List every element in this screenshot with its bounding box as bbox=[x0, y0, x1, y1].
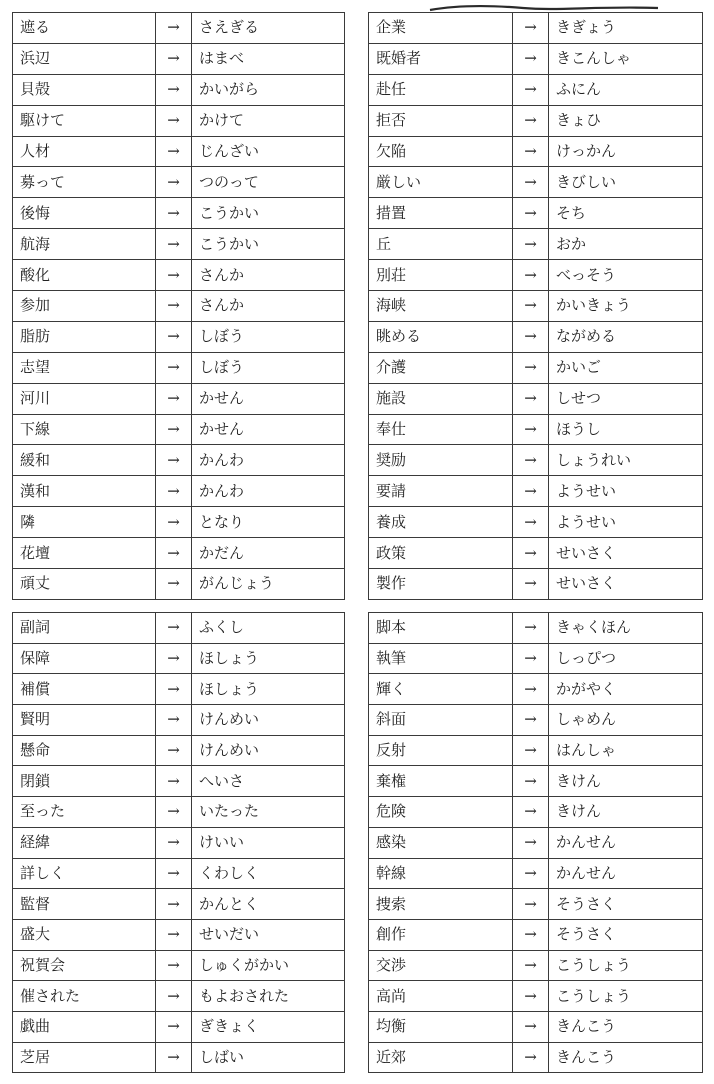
arrow-cell: → bbox=[156, 321, 192, 352]
vocab-row bbox=[369, 1042, 703, 1073]
kanji-cell: 隣 bbox=[13, 507, 156, 538]
kanji-cell: 欠陥 bbox=[369, 136, 513, 167]
arrow-cell: → bbox=[156, 1011, 192, 1042]
reading-cell: せいさく bbox=[549, 569, 703, 600]
kanji-cell: 介護 bbox=[369, 352, 513, 383]
arrow-cell: → bbox=[156, 260, 192, 291]
vocab-row bbox=[369, 476, 703, 507]
arrow-cell: → bbox=[156, 613, 192, 644]
kanji-cell: 海峡 bbox=[369, 291, 513, 322]
kanji-cell: 花壇 bbox=[13, 538, 156, 569]
vocab-row bbox=[13, 291, 345, 322]
vocab-row bbox=[13, 260, 345, 291]
vocab-row bbox=[13, 705, 345, 736]
kanji-cell: 近郊 bbox=[369, 1042, 513, 1073]
vocab-row bbox=[13, 674, 345, 705]
arrow-cell: → bbox=[156, 352, 192, 383]
arrow-cell: → bbox=[156, 1042, 192, 1073]
kanji-cell: 志望 bbox=[13, 352, 156, 383]
reading-cell: けんめい bbox=[192, 705, 345, 736]
kanji-cell: 駆けて bbox=[13, 105, 156, 136]
kanji-cell: 募って bbox=[13, 167, 156, 198]
kanji-cell: 眺める bbox=[369, 321, 513, 352]
vocab-row bbox=[369, 260, 703, 291]
kanji-cell: 監督 bbox=[13, 889, 156, 920]
kanji-cell: 執筆 bbox=[369, 643, 513, 674]
arrow-cell: → bbox=[513, 981, 549, 1012]
arrow-cell: → bbox=[513, 1011, 549, 1042]
kanji-cell: 斜面 bbox=[369, 705, 513, 736]
reading-cell: けんめい bbox=[192, 735, 345, 766]
arrow-cell: → bbox=[513, 735, 549, 766]
kanji-cell: 棄権 bbox=[369, 766, 513, 797]
vocab-row bbox=[369, 105, 703, 136]
arrow-cell: → bbox=[156, 858, 192, 889]
reading-cell: かけて bbox=[192, 105, 345, 136]
arrow-cell: → bbox=[513, 507, 549, 538]
reading-cell: さんか bbox=[192, 260, 345, 291]
vocab-row bbox=[13, 827, 345, 858]
vocab-row bbox=[13, 198, 345, 229]
reading-cell: そち bbox=[549, 198, 703, 229]
kanji-cell: 補償 bbox=[13, 674, 156, 705]
kanji-cell: 保障 bbox=[13, 643, 156, 674]
reading-cell: かんわ bbox=[192, 445, 345, 476]
kanji-cell: 奨励 bbox=[369, 445, 513, 476]
reading-cell: ふくし bbox=[192, 613, 345, 644]
reading-cell: けっかん bbox=[549, 136, 703, 167]
arrow-cell: → bbox=[156, 229, 192, 260]
kanji-cell: 拒否 bbox=[369, 105, 513, 136]
vocab-row bbox=[13, 889, 345, 920]
arrow-cell: → bbox=[513, 538, 549, 569]
vocab-row bbox=[369, 43, 703, 74]
arrow-cell: → bbox=[513, 919, 549, 950]
vocab-row bbox=[13, 13, 345, 44]
kanji-cell: 詳しく bbox=[13, 858, 156, 889]
arrow-cell: → bbox=[156, 919, 192, 950]
vocab-row bbox=[369, 827, 703, 858]
kanji-cell: 施設 bbox=[369, 383, 513, 414]
arrow-cell: → bbox=[156, 674, 192, 705]
reading-cell: かがやく bbox=[549, 674, 703, 705]
vocab-row bbox=[13, 105, 345, 136]
reading-cell: つのって bbox=[192, 167, 345, 198]
kanji-cell: 閉鎖 bbox=[13, 766, 156, 797]
vocab-row bbox=[369, 74, 703, 105]
arrow-cell: → bbox=[156, 476, 192, 507]
kanji-cell: 措置 bbox=[369, 198, 513, 229]
arrow-cell: → bbox=[513, 445, 549, 476]
kanji-cell: 製作 bbox=[369, 569, 513, 600]
kanji-cell: 河川 bbox=[13, 383, 156, 414]
vocab-row bbox=[369, 1011, 703, 1042]
vocab-row bbox=[369, 613, 703, 644]
reading-cell: きこんしゃ bbox=[549, 43, 703, 74]
arrow-cell: → bbox=[513, 569, 549, 600]
arrow-cell: → bbox=[513, 105, 549, 136]
vocab-table-bottom-right bbox=[368, 612, 703, 1073]
vocab-row bbox=[13, 1042, 345, 1073]
reading-cell: ふにん bbox=[549, 74, 703, 105]
arrow-cell: → bbox=[156, 43, 192, 74]
reading-cell: かんせん bbox=[549, 858, 703, 889]
vocab-row bbox=[13, 352, 345, 383]
reading-cell: しぼう bbox=[192, 352, 345, 383]
kanji-cell: 危険 bbox=[369, 797, 513, 828]
vocab-row bbox=[13, 1011, 345, 1042]
kanji-cell: 頑丈 bbox=[13, 569, 156, 600]
vocab-row bbox=[13, 414, 345, 445]
reading-cell: けいい bbox=[192, 827, 345, 858]
vocab-row bbox=[13, 507, 345, 538]
scan-smudge bbox=[428, 4, 660, 12]
kanji-cell: 政策 bbox=[369, 538, 513, 569]
kanji-cell: 別荘 bbox=[369, 260, 513, 291]
vocab-row bbox=[369, 950, 703, 981]
vocab-table-top-right bbox=[368, 12, 703, 600]
kanji-cell: 盛大 bbox=[13, 919, 156, 950]
arrow-cell: → bbox=[513, 383, 549, 414]
reading-cell: しばい bbox=[192, 1042, 345, 1073]
vocab-row bbox=[369, 291, 703, 322]
reading-cell: こうしょう bbox=[549, 950, 703, 981]
reading-cell: さんか bbox=[192, 291, 345, 322]
reading-cell: へいさ bbox=[192, 766, 345, 797]
kanji-cell: 副詞 bbox=[13, 613, 156, 644]
kanji-cell: 浜辺 bbox=[13, 43, 156, 74]
reading-cell: かいご bbox=[549, 352, 703, 383]
kanji-cell: 捜索 bbox=[369, 889, 513, 920]
reading-cell: ながめる bbox=[549, 321, 703, 352]
vocab-row bbox=[369, 569, 703, 600]
reading-cell: きゃくほん bbox=[549, 613, 703, 644]
arrow-cell: → bbox=[156, 445, 192, 476]
vocab-table-bottom-left bbox=[12, 612, 345, 1073]
kanji-cell: 参加 bbox=[13, 291, 156, 322]
kanji-cell: 企業 bbox=[369, 13, 513, 44]
arrow-cell: → bbox=[513, 229, 549, 260]
vocab-row bbox=[369, 538, 703, 569]
vocab-row bbox=[369, 445, 703, 476]
arrow-cell: → bbox=[156, 889, 192, 920]
arrow-cell: → bbox=[156, 414, 192, 445]
vocab-row bbox=[369, 797, 703, 828]
reading-cell: じんざい bbox=[192, 136, 345, 167]
kanji-cell: 厳しい bbox=[369, 167, 513, 198]
reading-cell: しぼう bbox=[192, 321, 345, 352]
arrow-cell: → bbox=[156, 507, 192, 538]
vocab-row bbox=[13, 445, 345, 476]
reading-cell: こうかい bbox=[192, 198, 345, 229]
vocab-row bbox=[369, 167, 703, 198]
vocab-row bbox=[13, 643, 345, 674]
reading-cell: かせん bbox=[192, 383, 345, 414]
reading-cell: ようせい bbox=[549, 476, 703, 507]
reading-cell: はんしゃ bbox=[549, 735, 703, 766]
arrow-cell: → bbox=[513, 198, 549, 229]
kanji-cell: 催された bbox=[13, 981, 156, 1012]
arrow-cell: → bbox=[156, 383, 192, 414]
vocab-row bbox=[369, 136, 703, 167]
arrow-cell: → bbox=[513, 476, 549, 507]
vocab-row bbox=[369, 766, 703, 797]
kanji-cell: 遮る bbox=[13, 13, 156, 44]
reading-cell: いたった bbox=[192, 797, 345, 828]
vocab-row bbox=[13, 136, 345, 167]
vocab-row bbox=[13, 229, 345, 260]
vocab-row bbox=[369, 321, 703, 352]
vocab-row bbox=[369, 414, 703, 445]
reading-cell: きけん bbox=[549, 797, 703, 828]
vocab-row bbox=[13, 858, 345, 889]
kanji-cell: 要請 bbox=[369, 476, 513, 507]
arrow-cell: → bbox=[156, 705, 192, 736]
arrow-cell: → bbox=[156, 766, 192, 797]
vocab-row bbox=[13, 538, 345, 569]
vocab-row bbox=[13, 797, 345, 828]
kanji-cell: 祝賀会 bbox=[13, 950, 156, 981]
kanji-cell: 交渉 bbox=[369, 950, 513, 981]
arrow-cell: → bbox=[513, 291, 549, 322]
kanji-cell: 懸命 bbox=[13, 735, 156, 766]
reading-cell: しせつ bbox=[549, 383, 703, 414]
arrow-cell: → bbox=[513, 766, 549, 797]
vocab-row bbox=[13, 74, 345, 105]
reading-cell: もよおされた bbox=[192, 981, 345, 1012]
arrow-cell: → bbox=[513, 74, 549, 105]
reading-cell: かせん bbox=[192, 414, 345, 445]
reading-cell: かいきょう bbox=[549, 291, 703, 322]
vocab-row bbox=[369, 383, 703, 414]
reading-cell: くわしく bbox=[192, 858, 345, 889]
reading-cell: となり bbox=[192, 507, 345, 538]
kanji-cell: 養成 bbox=[369, 507, 513, 538]
arrow-cell: → bbox=[156, 136, 192, 167]
arrow-cell: → bbox=[156, 13, 192, 44]
reading-cell: かだん bbox=[192, 538, 345, 569]
reading-cell: ほしょう bbox=[192, 643, 345, 674]
vocab-row bbox=[369, 674, 703, 705]
vocab-row bbox=[13, 766, 345, 797]
reading-cell: せいさく bbox=[549, 538, 703, 569]
vocab-row bbox=[369, 13, 703, 44]
arrow-cell: → bbox=[513, 1042, 549, 1073]
kanji-cell: 感染 bbox=[369, 827, 513, 858]
arrow-cell: → bbox=[513, 674, 549, 705]
reading-cell: ぎきょく bbox=[192, 1011, 345, 1042]
vocab-row bbox=[13, 43, 345, 74]
kanji-cell: 芝居 bbox=[13, 1042, 156, 1073]
arrow-cell: → bbox=[513, 613, 549, 644]
vocab-row bbox=[13, 613, 345, 644]
vocab-row bbox=[13, 981, 345, 1012]
reading-cell: おか bbox=[549, 229, 703, 260]
kanji-cell: 下線 bbox=[13, 414, 156, 445]
reading-cell: こうしょう bbox=[549, 981, 703, 1012]
kanji-cell: 戯曲 bbox=[13, 1011, 156, 1042]
arrow-cell: → bbox=[513, 260, 549, 291]
kanji-cell: 高尚 bbox=[369, 981, 513, 1012]
kanji-cell: 反射 bbox=[369, 735, 513, 766]
reading-cell: きびしい bbox=[549, 167, 703, 198]
arrow-cell: → bbox=[513, 13, 549, 44]
arrow-cell: → bbox=[156, 950, 192, 981]
kanji-cell: 賢明 bbox=[13, 705, 156, 736]
reading-cell: せいだい bbox=[192, 919, 345, 950]
vocab-row bbox=[369, 229, 703, 260]
kanji-cell: 人材 bbox=[13, 136, 156, 167]
kanji-cell: 貝殻 bbox=[13, 74, 156, 105]
reading-cell: しゃめん bbox=[549, 705, 703, 736]
arrow-cell: → bbox=[156, 643, 192, 674]
kanji-cell: 至った bbox=[13, 797, 156, 828]
vocab-row bbox=[13, 383, 345, 414]
kanji-cell: 均衡 bbox=[369, 1011, 513, 1042]
arrow-cell: → bbox=[513, 43, 549, 74]
reading-cell: かんわ bbox=[192, 476, 345, 507]
kanji-cell: 漢和 bbox=[13, 476, 156, 507]
vocab-row bbox=[13, 321, 345, 352]
reading-cell: きけん bbox=[549, 766, 703, 797]
kanji-cell: 創作 bbox=[369, 919, 513, 950]
reading-cell: こうかい bbox=[192, 229, 345, 260]
vocab-row bbox=[13, 950, 345, 981]
vocab-row bbox=[369, 705, 703, 736]
arrow-cell: → bbox=[513, 827, 549, 858]
kanji-cell: 脚本 bbox=[369, 613, 513, 644]
reading-cell: きょひ bbox=[549, 105, 703, 136]
reading-cell: ようせい bbox=[549, 507, 703, 538]
vocab-row bbox=[13, 476, 345, 507]
kanji-cell: 脂肪 bbox=[13, 321, 156, 352]
kanji-cell: 丘 bbox=[369, 229, 513, 260]
reading-cell: かいがら bbox=[192, 74, 345, 105]
arrow-cell: → bbox=[156, 797, 192, 828]
reading-cell: きんこう bbox=[549, 1011, 703, 1042]
vocab-row bbox=[369, 735, 703, 766]
arrow-cell: → bbox=[513, 797, 549, 828]
vocab-row bbox=[13, 735, 345, 766]
reading-cell: しょうれい bbox=[549, 445, 703, 476]
reading-cell: しゅくがかい bbox=[192, 950, 345, 981]
kanji-cell: 後悔 bbox=[13, 198, 156, 229]
arrow-cell: → bbox=[513, 858, 549, 889]
arrow-cell: → bbox=[513, 643, 549, 674]
arrow-cell: → bbox=[156, 735, 192, 766]
vocab-row bbox=[369, 858, 703, 889]
arrow-cell: → bbox=[156, 74, 192, 105]
reading-cell: べっそう bbox=[549, 260, 703, 291]
reading-cell: かんとく bbox=[192, 889, 345, 920]
arrow-cell: → bbox=[156, 105, 192, 136]
reading-cell: きぎょう bbox=[549, 13, 703, 44]
reading-cell: しっぴつ bbox=[549, 643, 703, 674]
arrow-cell: → bbox=[513, 705, 549, 736]
arrow-cell: → bbox=[156, 167, 192, 198]
reading-cell: そうさく bbox=[549, 889, 703, 920]
arrow-cell: → bbox=[513, 167, 549, 198]
vocab-row bbox=[13, 167, 345, 198]
kanji-cell: 赴任 bbox=[369, 74, 513, 105]
kanji-cell: 奉仕 bbox=[369, 414, 513, 445]
arrow-cell: → bbox=[156, 291, 192, 322]
reading-cell: きんこう bbox=[549, 1042, 703, 1073]
arrow-cell: → bbox=[156, 569, 192, 600]
arrow-cell: → bbox=[513, 414, 549, 445]
vocab-row bbox=[369, 889, 703, 920]
arrow-cell: → bbox=[513, 352, 549, 383]
kanji-cell: 既婚者 bbox=[369, 43, 513, 74]
arrow-cell: → bbox=[513, 136, 549, 167]
reading-cell: ほうし bbox=[549, 414, 703, 445]
reading-cell: かんせん bbox=[549, 827, 703, 858]
vocab-row bbox=[369, 643, 703, 674]
reading-cell: がんじょう bbox=[192, 569, 345, 600]
kanji-cell: 航海 bbox=[13, 229, 156, 260]
kanji-cell: 酸化 bbox=[13, 260, 156, 291]
vocab-row bbox=[369, 198, 703, 229]
arrow-cell: → bbox=[513, 321, 549, 352]
arrow-cell: → bbox=[513, 950, 549, 981]
vocab-table-top-left bbox=[12, 12, 345, 600]
reading-cell: さえぎる bbox=[192, 13, 345, 44]
vocab-row bbox=[369, 919, 703, 950]
reading-cell: そうさく bbox=[549, 919, 703, 950]
kanji-cell: 幹線 bbox=[369, 858, 513, 889]
arrow-cell: → bbox=[156, 538, 192, 569]
reading-cell: はまべ bbox=[192, 43, 345, 74]
arrow-cell: → bbox=[156, 198, 192, 229]
vocab-row bbox=[369, 981, 703, 1012]
kanji-cell: 輝く bbox=[369, 674, 513, 705]
vocab-row bbox=[369, 352, 703, 383]
kanji-cell: 緩和 bbox=[13, 445, 156, 476]
vocab-row bbox=[13, 569, 345, 600]
reading-cell: ほしょう bbox=[192, 674, 345, 705]
arrow-cell: → bbox=[156, 827, 192, 858]
vocab-row bbox=[13, 919, 345, 950]
kanji-cell: 経緯 bbox=[13, 827, 156, 858]
arrow-cell: → bbox=[513, 889, 549, 920]
arrow-cell: → bbox=[156, 981, 192, 1012]
vocab-row bbox=[369, 507, 703, 538]
